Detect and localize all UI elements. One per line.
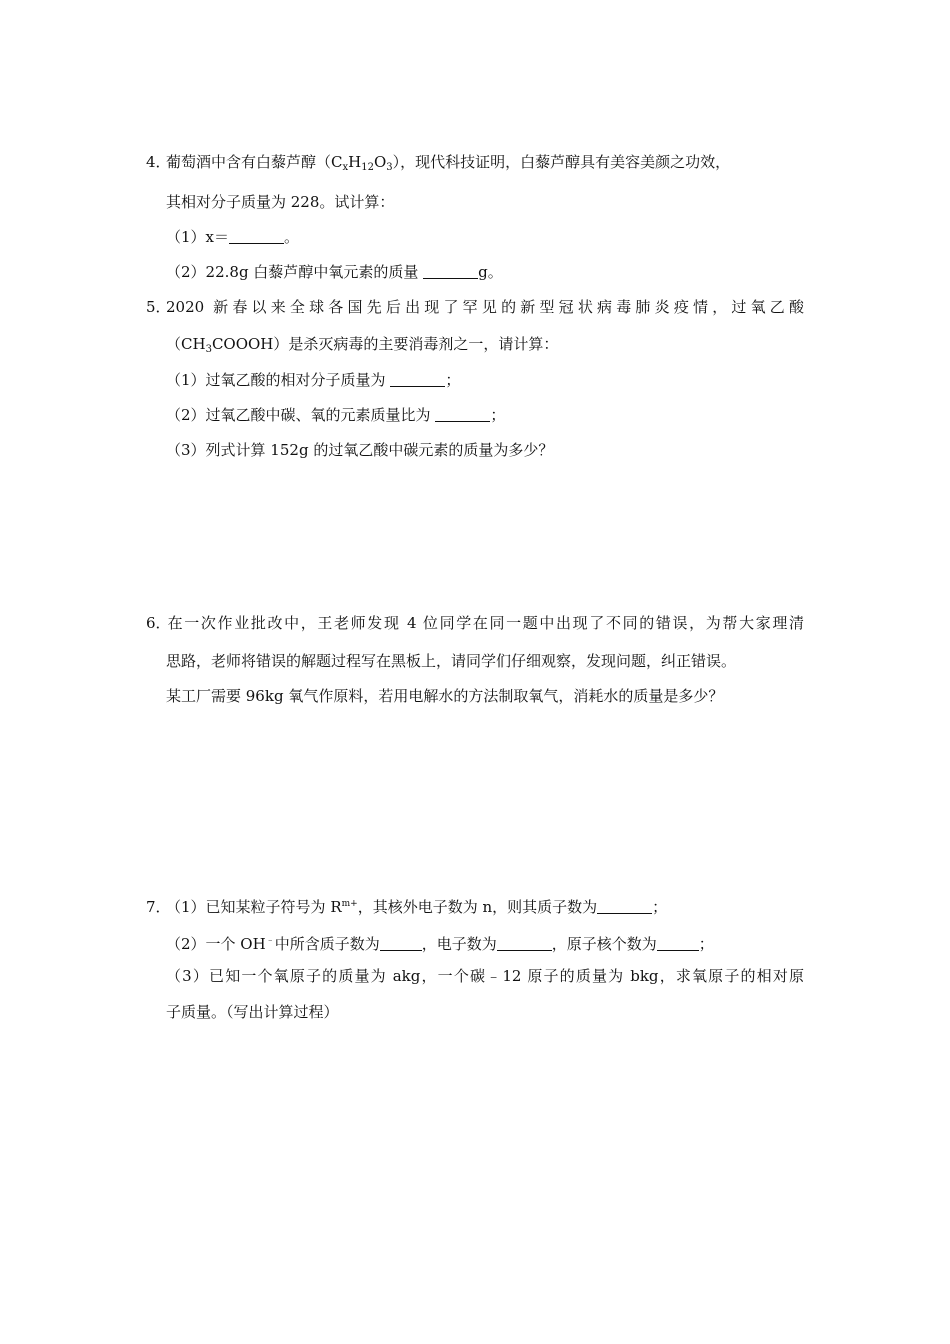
q5-part-1-end: ； bbox=[445, 371, 461, 389]
q4-part-2 bbox=[166, 262, 503, 282]
q4-text-a: 葡萄酒中含有白藜芦醇（C bbox=[166, 153, 343, 171]
q5-line-2 bbox=[166, 334, 558, 360]
q5-part-2-text: （2）过氧乙酸中碳、氧的元素质量比为 bbox=[166, 406, 436, 424]
q4-part-2-end: g。 bbox=[478, 263, 503, 281]
q4-part-1-text: （1）x＝ bbox=[166, 228, 230, 246]
q6-line-1-text: 在一次作业批改中，王老师发现 4 位同学在同一题中出现了不同的错误，为帮大家理清 bbox=[166, 614, 804, 632]
q7-part-1-a: （1）已知某粒子符号为 R bbox=[166, 898, 342, 916]
q4-part-1 bbox=[166, 227, 299, 247]
q5-part-3: （3）列式计算 152g 的过氧乙酸中碳元素的质量为多少？ bbox=[166, 441, 554, 459]
q4-text-c: O bbox=[373, 153, 387, 171]
q5-part-2 bbox=[166, 405, 505, 425]
q7-part-3-line-2: 子质量。（写出计算过程） bbox=[166, 1003, 339, 1021]
q5-part-1 bbox=[166, 370, 460, 390]
q5-line-1 bbox=[146, 297, 804, 317]
q5-part-1-text: （1）过氧乙酸的相对分子质量为 bbox=[166, 371, 391, 389]
q7-part-1-end: ； bbox=[652, 898, 668, 916]
q7-part-2-a: （2）一个 OH bbox=[166, 935, 266, 953]
q7-part-2-end: ； bbox=[698, 935, 714, 953]
q7-part-1-b: ，其核外电子数为 n，则其质子数为 bbox=[357, 898, 598, 916]
q7-answer-blank-2[interactable] bbox=[380, 936, 422, 951]
q7-number: 7． bbox=[146, 898, 171, 916]
q7-sup-minus: ﹣ bbox=[265, 936, 275, 946]
q4-text-d: ），现代科技证明，白藜芦醇具有美容美颜之功效， bbox=[392, 153, 731, 171]
q6-line-3: 某工厂需要 96kg 氧气作原料，若用电解水的方法制取氧气，消耗水的质量是多少？ bbox=[166, 687, 724, 705]
q5-answer-blank-1[interactable] bbox=[390, 372, 445, 387]
q6-line-2: 思路，老师将错误的解题过程写在黑板上，请同学们仔细观察，发现问题，纠正错误。 bbox=[166, 652, 737, 670]
q7-part-2-b: 中所含质子数为 bbox=[274, 935, 380, 953]
q7-part-2 bbox=[166, 931, 714, 954]
q5-line-2-b: COOOH）是杀灭病毒的主要消毒剂之一，请计算： bbox=[211, 335, 559, 353]
q4-line-2: 其相对分子质量为 228。试计算： bbox=[166, 193, 395, 211]
q4-sub-3: 3 bbox=[386, 162, 393, 173]
q4-part-2-text: （2）22.8g 白藜芦醇中氧元素的质量 bbox=[166, 263, 424, 281]
q5-part-2-end: ； bbox=[490, 406, 506, 424]
q7-part-1 bbox=[146, 894, 667, 917]
q5-number: 5． bbox=[146, 298, 171, 316]
q4-sub-12: 12 bbox=[361, 162, 374, 173]
q5-line-1-text: 2020 新春以来全球各国先后出现了罕见的新型冠状病毒肺炎疫情，过氧乙酸 bbox=[166, 298, 804, 316]
q4-text-b: H bbox=[348, 153, 362, 171]
q5-sub-3: 3 bbox=[205, 344, 212, 355]
q4-line-1 bbox=[146, 152, 730, 178]
q4-number: 4． bbox=[146, 153, 171, 171]
q7-answer-blank-3[interactable] bbox=[497, 936, 552, 951]
q7-sup-m-plus: m+ bbox=[341, 899, 358, 909]
q4-answer-blank-2[interactable] bbox=[423, 264, 478, 279]
q7-part-3-line-1: （3）已知一个氧原子的质量为 akg，一个碳﹣12 原子的质量为 bkg，求氧原子的相对原 bbox=[166, 967, 804, 985]
q6-number: 6． bbox=[146, 614, 171, 632]
q6-line-1 bbox=[146, 613, 804, 633]
q5-answer-blank-2[interactable] bbox=[435, 407, 490, 422]
q7-answer-blank-1[interactable] bbox=[597, 899, 652, 914]
q7-part-2-c: ，电子数为 bbox=[421, 935, 497, 953]
q4-sub-x: x bbox=[342, 162, 349, 173]
q7-part-2-d: ，原子核个数为 bbox=[551, 935, 657, 953]
q4-part-1-end: 。 bbox=[284, 228, 300, 246]
q5-line-2-a: （CH bbox=[166, 335, 206, 353]
q7-answer-blank-4[interactable] bbox=[657, 936, 699, 951]
q4-answer-blank-1[interactable] bbox=[229, 229, 284, 244]
